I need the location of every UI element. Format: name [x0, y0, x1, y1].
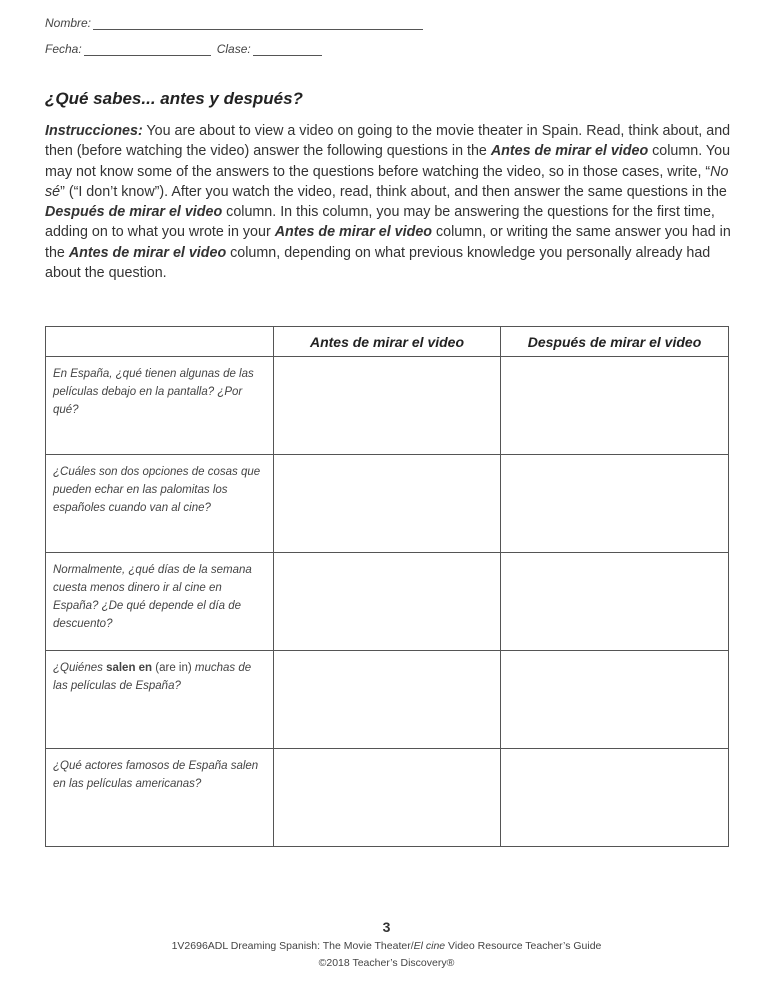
despues-answer-cell[interactable] — [501, 357, 729, 455]
date-input-line[interactable] — [84, 43, 211, 56]
table-row — [46, 553, 729, 651]
despues-answer-cell[interactable] — [501, 553, 729, 651]
antes-answer-cell[interactable] — [274, 749, 501, 847]
despues-answer-cell[interactable] — [501, 455, 729, 553]
instructions-text-2: column. You may not know some of the answers to the questions before watching the video, so in those cases, write, “ — [45, 143, 731, 180]
despues-answer-cell[interactable] — [501, 651, 729, 749]
table-row — [46, 357, 729, 455]
footer-guide-title — [0, 940, 773, 952]
antes-column-ref-3: Antes de mirar el video — [68, 244, 227, 261]
footer-guide-title-italic: El cine — [413, 940, 446, 952]
antes-column-ref-1: Antes de mirar el video — [490, 143, 649, 160]
question-text-pre: ¿Quiénes — [53, 662, 107, 674]
question-text-post: muchas de las películas de España? — [53, 662, 252, 692]
question-cell — [46, 651, 274, 749]
despues-answer-cell[interactable] — [501, 749, 729, 847]
instructions-text-4: column. In this column, you may be answering the questions for the first time, adding on to what you wrote in your — [45, 204, 715, 241]
date-class-field-row — [45, 42, 322, 56]
no-se-text: No sé — [45, 163, 729, 200]
questions-table — [45, 326, 729, 847]
table-header-row — [46, 327, 729, 357]
footer-guide-title-post: Video Resource Teacher’s Guide — [445, 940, 602, 952]
question-column-header — [46, 327, 274, 357]
question-cell: Normalmente, ¿qué días de la semana cuesta menos dinero ir al cine en España? ¿De qué depende el día de descuento? — [46, 553, 274, 651]
question-cell: ¿Qué actores famosos de España salen en las películas americanas? — [46, 749, 274, 847]
despues-column-header: Después de mirar el video — [501, 327, 729, 357]
page-title: ¿Qué sabes... antes y después? — [45, 89, 303, 108]
table-row — [46, 455, 729, 553]
question-cell: ¿Cuáles son dos opciones de cosas que pueden echar en las palomitas los españoles cuando van al cine? — [46, 455, 274, 553]
name-field-row — [45, 16, 423, 30]
antes-answer-cell[interactable] — [274, 455, 501, 553]
despues-column-ref: Después de mirar el video — [45, 204, 223, 221]
antes-column-header: Antes de mirar el video — [274, 327, 501, 357]
antes-answer-cell[interactable] — [274, 651, 501, 749]
instructions-text-1: You are about to view a video on going to the movie theater in Spain. Read, think about, and then (before watching the video) answer the following questions in the — [45, 123, 731, 160]
instructions-text-3: ” (“I don’t know”). After you watch the video, read, think about, and then answer the same questions in the — [60, 183, 727, 200]
table-row — [46, 749, 729, 847]
name-input-line[interactable] — [93, 17, 423, 30]
name-label: Nombre: — [45, 16, 92, 30]
instructions-text-5: column, or writing the same answer you had in the — [45, 224, 731, 261]
table-row — [46, 651, 729, 749]
question-gloss: (are in) — [152, 662, 192, 674]
instructions-label: Instrucciones: — [45, 123, 143, 139]
class-label: Clase: — [216, 42, 251, 56]
antes-answer-cell[interactable] — [274, 357, 501, 455]
antes-column-ref-2: Antes de mirar el video — [274, 224, 433, 241]
footer-guide-title-pre: 1V2696ADL Dreaming Spanish: The Movie Theater/ — [171, 940, 414, 952]
class-input-line[interactable] — [253, 43, 322, 56]
page-number: 3 — [382, 919, 391, 935]
footer-copyright: ©2018 Teacher’s Discovery® — [318, 957, 455, 969]
date-label: Fecha: — [45, 42, 82, 56]
instructions-paragraph — [45, 121, 745, 283]
salen-en-term: salen en — [106, 662, 153, 674]
instructions-text-6: column, depending on what previous knowledge you personally already had about the question. — [45, 244, 711, 282]
question-cell: En España, ¿qué tienen algunas de las películas debajo en la pantalla? ¿Por qué? — [46, 357, 274, 455]
antes-answer-cell[interactable] — [274, 553, 501, 651]
